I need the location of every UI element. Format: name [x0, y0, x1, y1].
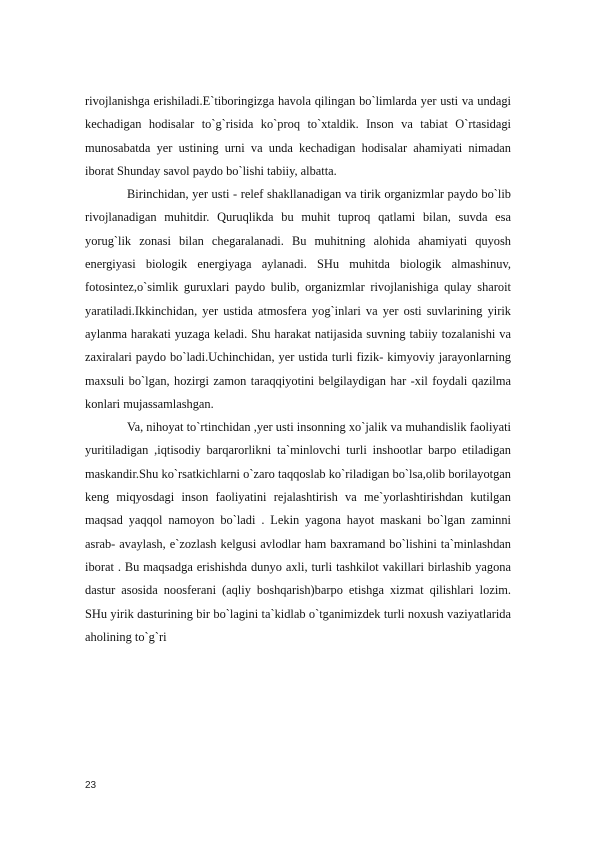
page-number: 23 — [85, 780, 97, 791]
document-body — [85, 90, 511, 649]
paragraph-3: Va, nihoyat to`rtinchidan ,yer usti insonning xo`jalik va muhandislik faoliyati yuritiladigan ,iqtisodiy barqarorlikni ta`minlovchi turli inshootlar barpo etiladigan maskandir.Shu ko`rsatkichlarni o`zaro taqqoslab ko`riladigan bo`lsa,olib borilayotgan keng miqyosdagi inson faoliyatini rejalashtirish va me`yorlashtirishdan kutilgan maqsad yaqqol namoyon bo`ladi . Lekin yagona hayot maskani bo`lgan zaminni asrab- avaylash, e`zozlash kelgusi avlodlar ham baxramand bo`lishini ta`minlashdan iborat . Bu maqsadga erishishda dunyo axli, turli tashkilot vakillari birlashib yagona dastur asosida noosferani (aqliy boshqarish)barpo etishga xizmat qilishlari lozim. SHu yirik dasturining bir bo`lagini ta`kidlab o`tganimizdek turli noxush vaziyatlarida aholining to`g`ri — [85, 420, 511, 644]
paragraph-1: rivojlanishga erishiladi.E`tiboringizga havola qilingan bo`limlarda yer usti va undagi kechadigan hodisalar to`g`risida ko`proq to`xtaldik. Inson va tabiat O`rtasidagi munosabatda yer ustining urni va unda kechadigan hodisalar ahamiyati nimadan iborat Shunday savol paydo bo`lishi tabiiy, albatta. — [85, 94, 511, 178]
paragraph-2: Birinchidan, yer usti - relef shakllanadigan va tirik organizmlar paydo bo`lib rivojlanadigan muhitdir. Quruqlikda bu muhit tuproq qatlami bilan, suvda esa yorug`lik zonasi bilan chegaralanadi. Bu muhitning alohida ahamiyati quyosh energiyasi biologik energiyaga aylanadi. SHu muhitda biologik almashinuv, fotosintez,o`simlik guruxlari paydo bulib, organizmlar rivojlanishiga qulay sharoit yaratiladi.Ikkinchidan, yer ustida atmosfera yog`inlari va yer osti suvlarining yirik aylanma harakati yuzaga keladi. Shu harakat natijasida suvning tabiiy tozalanishi va zaxiralari paydo bo`ladi.Uchinchidan, yer ustida turli fizik- kimyoviy jarayonlarning maxsuli bo`lgan, hozirgi zamon taraqqiyotini belgilaydigan har -xil foydali qazilma konlari mujassamlashgan. — [85, 187, 511, 411]
